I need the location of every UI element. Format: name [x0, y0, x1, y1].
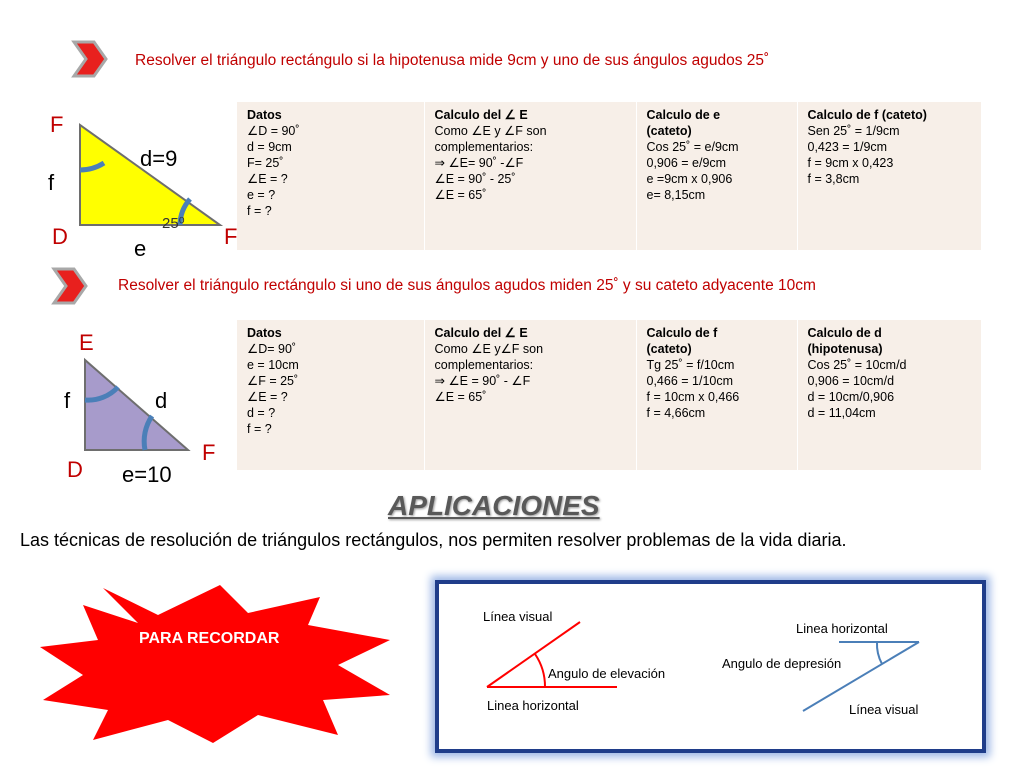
col-line: e = 10cm — [247, 358, 299, 372]
triangle1-vertex-top: F — [50, 112, 64, 137]
col-line: f = 4,66cm — [646, 406, 706, 420]
problem1-heading: Resolver el triángulo rectángulo si la hipotenusa mide 9cm y uno de sus ángulos agudos 25˚ — [135, 52, 770, 69]
col-title: Calculo de f (cateto) — [807, 108, 927, 122]
col-line: ∠E = 90˚ - 25˚ — [434, 172, 516, 186]
col-line: f = 3,8cm — [807, 172, 860, 186]
col-line: ∠D = 90˚ — [247, 124, 300, 138]
problem1-col-angle-e — [424, 102, 636, 250]
col-line: Sen 25˚ = 1/9cm — [807, 124, 900, 138]
col-line: e= 8,15cm — [646, 188, 706, 202]
aplicaciones-title: APLICACIONES — [388, 490, 600, 521]
col-subtitle: (cateto) — [646, 342, 692, 356]
col-title: Calculo del ∠ E — [434, 108, 528, 122]
col-line: ⇒ ∠E= 90˚ -∠F — [434, 156, 524, 170]
col-line: 0,466 = 1/10cm — [646, 374, 734, 388]
col-line: e =9cm x 0,906 — [646, 172, 733, 186]
arrow-bullet-icon — [70, 40, 110, 78]
col-line: ∠D= 90˚ — [247, 342, 297, 356]
col-line: d = 10cm/0,906 — [807, 390, 895, 404]
triangle2-side-e: e=10 — [122, 462, 172, 487]
col-line: f = 10cm x 0,466 — [646, 390, 740, 404]
col-line: d = 9cm — [247, 140, 292, 154]
triangle1-hypotenuse: d=9 — [140, 146, 178, 171]
triangle1-vertex-d: D — [52, 224, 68, 249]
col-line: f = ? — [247, 422, 272, 436]
triangle1-vertex-f: F — [224, 224, 238, 249]
triangle1-side-e: e — [134, 236, 147, 261]
col-line: Como ∠E y∠F son — [434, 342, 544, 356]
problem2-heading: Resolver el triángulo rectángulo si uno de sus ángulos agudos miden 25˚ y su cateto adyacente 10cm — [118, 277, 816, 294]
col-title: Calculo de e — [646, 108, 721, 122]
triangle1-figure — [60, 115, 240, 255]
col-line: 0,906 = 10cm/d — [807, 374, 895, 388]
para-recordar-label: PARA RECORDAR — [139, 630, 280, 647]
problem2-col-datos — [237, 320, 424, 470]
problem1-col-datos — [237, 102, 424, 250]
col-title: Datos — [247, 108, 282, 122]
angles-diagram-box — [435, 580, 986, 753]
depression-angle-label: Angulo de depresión — [722, 656, 842, 671]
depression-visual-label: Línea visual — [849, 702, 919, 717]
problem1-col-f — [797, 102, 981, 250]
arrow-bullet-icon — [50, 267, 90, 305]
depression-horizontal-label: Linea horizontal — [796, 621, 888, 636]
col-line: f = ? — [247, 204, 272, 218]
problem1-table — [237, 102, 982, 250]
problem2-col-d — [797, 320, 981, 470]
col-subtitle: (cateto) — [646, 124, 692, 138]
problem2-col-angle-e — [424, 320, 636, 470]
triangle2-figure — [70, 350, 200, 460]
col-title: Calculo del ∠ E — [434, 326, 528, 340]
elevation-visual-label: Línea visual — [483, 609, 553, 624]
aplicaciones-description: Las técnicas de resolución de triángulos rectángulos, nos permiten resolver problemas de la vida diaria. — [20, 530, 847, 550]
col-line: ∠F = 25˚ — [247, 374, 299, 388]
col-line: 0,423 = 1/9cm — [807, 140, 888, 154]
col-title: Calculo de d — [807, 326, 882, 340]
col-line: ∠E = ? — [247, 172, 288, 186]
col-title: Calculo de f — [646, 326, 718, 340]
col-line: Como ∠E y ∠F son — [434, 124, 547, 138]
problem2-col-f — [636, 320, 797, 470]
col-title: Datos — [247, 326, 282, 340]
triangle1-angle: 25⁰ — [162, 215, 185, 232]
col-subtitle: (hipotenusa) — [807, 342, 883, 356]
col-line: F= 25˚ — [247, 156, 284, 170]
triangle1-side-f: f — [48, 170, 55, 195]
col-line: f = 9cm x 0,423 — [807, 156, 894, 170]
triangle2-vertex-f: F — [202, 440, 216, 465]
col-line: ⇒ ∠E = 90˚ - ∠F — [434, 374, 531, 388]
problem1-col-e — [636, 102, 797, 250]
col-line: e = ? — [247, 188, 276, 202]
col-line: d = ? — [247, 406, 276, 420]
problem2-table — [237, 320, 982, 470]
elevation-angle-label: Angulo de elevación — [548, 666, 666, 681]
triangle2-vertex-e: E — [79, 330, 94, 355]
col-line: Cos 25˚ = e/9cm — [646, 140, 739, 154]
col-line: ∠E = 65˚ — [434, 188, 487, 202]
elevation-horizontal-label: Linea horizontal — [487, 698, 579, 713]
col-line: complementarios: — [434, 140, 534, 154]
triangle2-hypotenuse: d — [155, 388, 168, 413]
starburst-badge-icon — [38, 585, 398, 745]
col-line: Cos 25˚ = 10cm/d — [807, 358, 907, 372]
col-line: ∠E = 65˚ — [434, 390, 487, 404]
col-line: Tg 25˚ = f/10cm — [646, 358, 735, 372]
col-line: 0,906 = e/9cm — [646, 156, 727, 170]
col-line: d = 11,04cm — [807, 406, 876, 420]
col-line: ∠E = ? — [247, 390, 288, 404]
triangle2-side-f: f — [64, 388, 71, 413]
col-line: complementarios: — [434, 358, 534, 372]
triangle2-vertex-d: D — [67, 457, 83, 482]
